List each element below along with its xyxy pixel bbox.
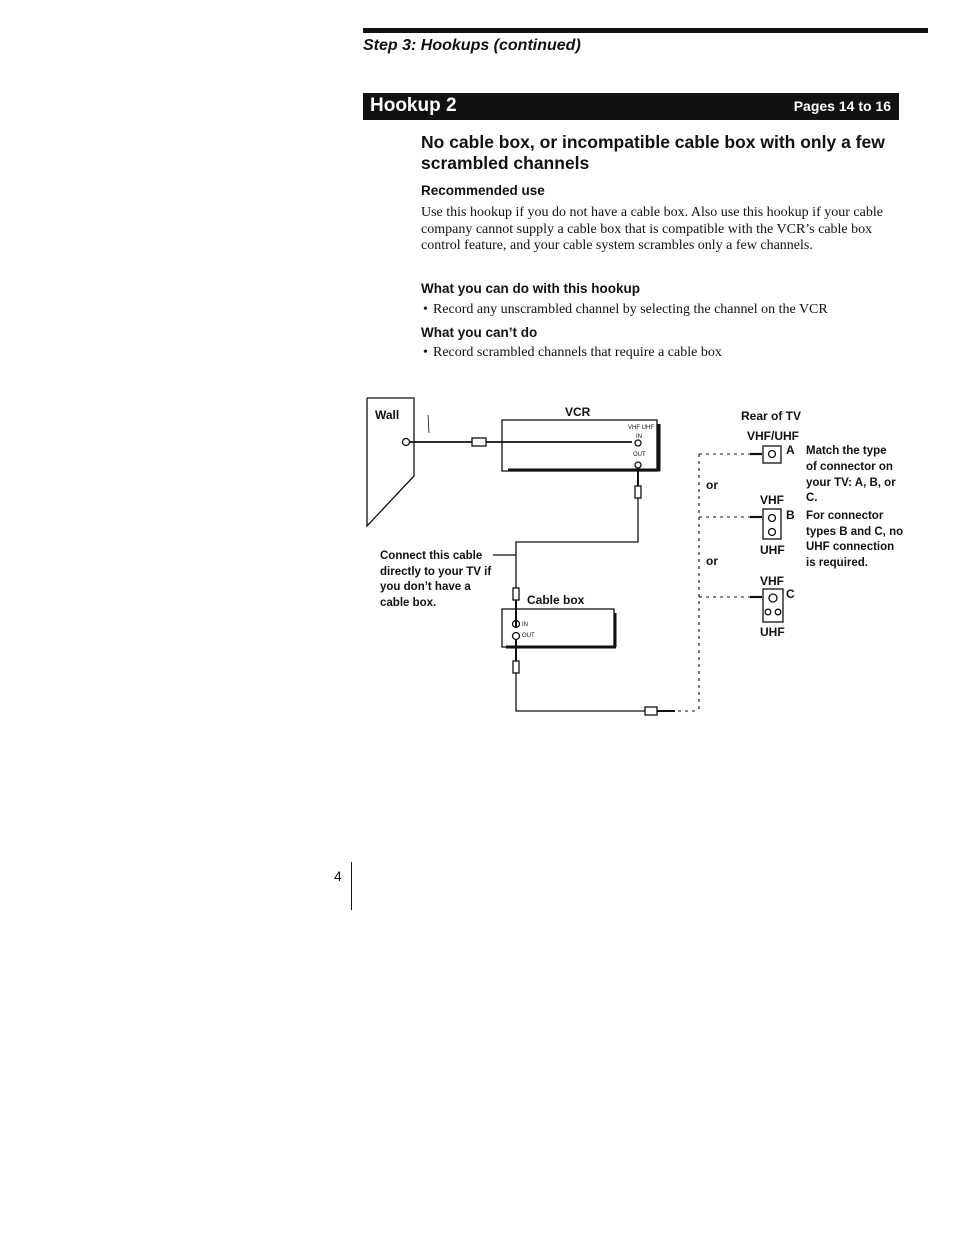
connect-note-line-4: cable box. (380, 597, 437, 609)
vcr-out-label: OUT (633, 452, 646, 458)
rear-of-tv-label: Rear of TV (741, 409, 802, 423)
hookup-diagram (330, 388, 930, 728)
connector-c-label: C (786, 587, 795, 601)
step-title: Step 3: Hookups (continued) (363, 37, 581, 54)
connect-note-line-1: Connect this cable (380, 550, 483, 562)
cb-in-label: IN (522, 622, 528, 628)
match-note-line-2: of connector on (806, 461, 893, 473)
vhf-uhf-label: VHF/UHF (747, 429, 799, 443)
hookup-pages: Pages 14 to 16 (793, 98, 891, 114)
recommended-use-label: Recommended use (421, 183, 545, 198)
vcr-vhf-uhf-label: VHF UHF (628, 425, 654, 431)
or-label-1: or (706, 478, 718, 492)
page-number: 4 (334, 868, 342, 884)
match-note-line-3: your TV: A, B, or (806, 477, 896, 489)
match-note-line-4: C. (806, 492, 818, 504)
vcr-in-jack (635, 440, 641, 446)
bc-note-line-4: is required. (806, 557, 868, 569)
cb-out-label: OUT (522, 633, 535, 639)
tv-connector-a (763, 446, 781, 463)
bc-note-line-1: For connector (806, 510, 884, 522)
wall-label: Wall (375, 408, 400, 422)
can-do-label: What you can do with this hookup (421, 281, 640, 296)
wall-outlet (403, 439, 410, 446)
vcr-in-label: IN (636, 434, 642, 440)
vcr-label: VCR (565, 405, 591, 419)
page-number-rule (351, 862, 352, 910)
cant-do-label: What you can’t do (421, 325, 538, 340)
recommended-use-text: Use this hookup if you do not have a cable box. Also use this hookup if your cable company cannot supply a cable box that is compatible with the VCR’s cable box control feature, and your cable system scrambles only a few channels. (421, 205, 883, 253)
wall-cable-plug (472, 438, 486, 446)
vhf-label-c: VHF (760, 574, 784, 588)
uhf-label-b: UHF (760, 543, 785, 557)
connector-a-label: A (786, 443, 795, 457)
match-note-line-1: Match the type (806, 445, 887, 457)
cable-box-label: Cable box (527, 593, 585, 607)
or-label-2: or (706, 554, 718, 568)
vhf-label-b: VHF (760, 493, 784, 507)
uhf-label-c: UHF (760, 625, 785, 639)
can-do-item: • Record any unscrambled channel by selecting the channel on the VCR (423, 302, 828, 317)
cant-do-item: • Record scrambled channels that require a cable box (423, 345, 722, 360)
tv-connector-b (763, 509, 781, 539)
bc-note-line-3: UHF connection (806, 541, 895, 553)
connect-note-line-2: directly to your TV if (380, 566, 492, 578)
top-rule (363, 28, 928, 33)
vcr-out-jack (635, 462, 641, 468)
bc-note-line-2: types B and C, no (806, 526, 904, 538)
connector-b-label: B (786, 508, 795, 522)
hookup-title: Hookup 2 (370, 95, 457, 116)
cable-box (502, 609, 614, 647)
section-heading: No cable box, or incompatible cable box with only a few scrambled channels (421, 132, 885, 173)
connect-note-line-3: you don’t have a (380, 581, 471, 593)
hookup-banner (363, 93, 899, 120)
can-do-text: Record any unscrambled channel by selecting the channel on the VCR (433, 302, 828, 317)
cable-box-out-jack (513, 633, 520, 640)
cant-do-text: Record scrambled channels that require a cable box (433, 345, 722, 360)
